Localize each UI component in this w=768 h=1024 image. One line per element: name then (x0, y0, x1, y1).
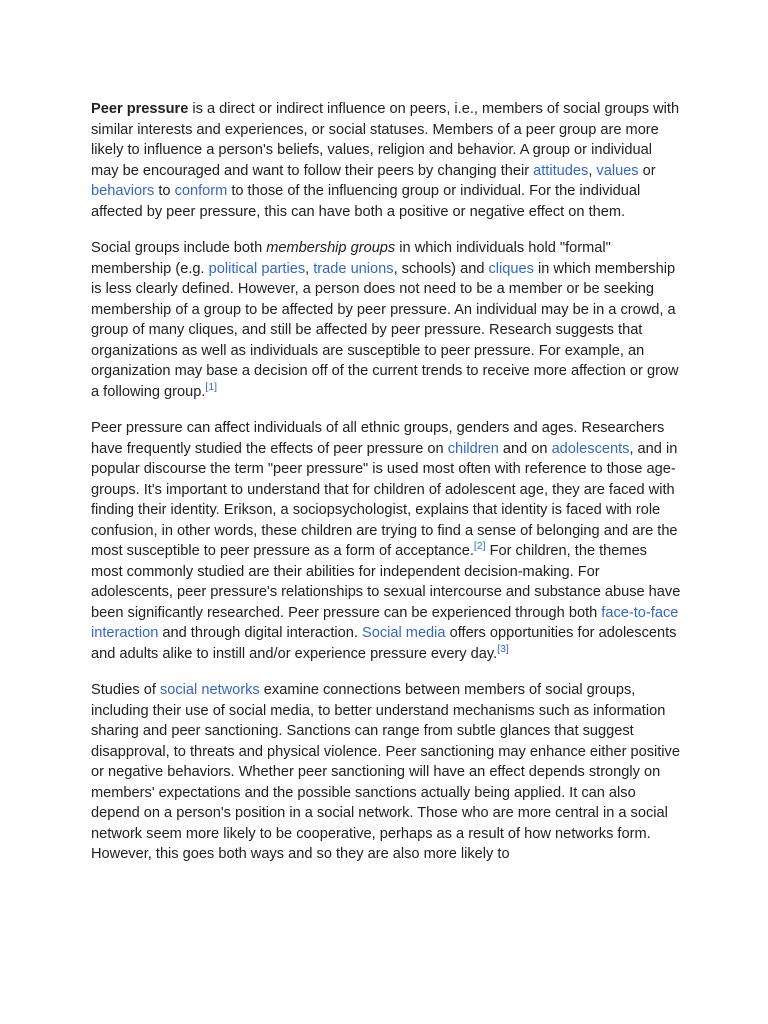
paragraph (91, 238, 681, 402)
article-link[interactable]: adolescents (551, 440, 630, 457)
text-run: examine connections between members of social groups, including their use of social media, to better understand mechanisms such as information sharing and peer sanctioning. Sanctions can range from subtle glances that suggest disapproval, to threats and physical violence. Peer sanctioning may enhance either positive or negative behaviors. Whether peer sanctioning will have an effect depends strongly on members' expectations and the possible sanctions actually being applied. It can also depend on a person's position in a social network. Those who are more central in a social network seem more likely to be cooperative, perhaps as a result of how networks form. However, this goes both ways and so they are also more likely to (91, 682, 680, 862)
article-link[interactable]: social networks (159, 682, 260, 698)
citation-link[interactable]: [3] (497, 642, 509, 655)
paragraph (91, 680, 681, 865)
paragraph (91, 418, 681, 664)
italic-term: membership groups (266, 240, 396, 256)
article-link[interactable]: political parties (208, 260, 306, 277)
article-link[interactable]: children (447, 440, 499, 457)
citation-ref[interactable] (497, 643, 509, 655)
text-run: , and in popular discourse the term "peer pressure" is used most often with reference to those age-groups. It's important to understand that for children of adolescent age, they are faced with finding their identity. Erikson, a sociopsychologist, explains that identity is faced with role confusion, in other words, these children are trying to find a sense of belonging and are the most susceptible to peer pressure as a form of acceptance. (91, 440, 678, 559)
text-run: or (638, 162, 656, 179)
text-run: Studies of (91, 682, 160, 698)
text-run: , (588, 162, 597, 179)
text-run: and on (498, 440, 552, 457)
text-run: in which membership is less clearly defined. However, a person does not need to be a member or be seeking membership of a group to be affected by peer pressure. An individual may be in a crowd, a group of many cliques, and still be affected by peer pressure. Research suggests that organizations as well as individuals are susceptible to peer pressure. For example, an organization may base a decision off of the current trends to receive more affection or grow a following group. (91, 260, 679, 400)
citation-link[interactable]: [2] (473, 540, 486, 553)
citation-ref[interactable] (474, 540, 486, 552)
citation-link[interactable]: [1] (205, 380, 218, 393)
bold-term: Peer pressure (91, 101, 189, 117)
text-run: offers opportunities for adolescents and adults alike to instill and/or experience pressure every day. (91, 625, 677, 662)
article-body (91, 99, 681, 881)
text-run: Peer pressure can affect individuals of all ethnic groups, genders and ages. Researchers have frequently studied the effects of peer pressure on (91, 420, 665, 457)
text-run: Social groups include both (91, 240, 267, 256)
text-run: is a direct or indirect influence on peers, i.e., members of social groups with similar interests and experiences, or social statuses. Members of a peer group are more likely to influence a person's beliefs, values, religion and behavior. A group or individual may be encouraged and want to follow their peers by changing their (91, 101, 680, 179)
text-run: , (305, 260, 314, 277)
paragraph (91, 99, 681, 222)
article-link[interactable]: conform (174, 183, 228, 199)
article-link[interactable]: face-to-face interaction (91, 604, 679, 641)
text-run: to those of the influencing group or individual. For the individual affected by peer pressure, this can have both a positive or negative effect on them. (91, 183, 641, 220)
article-link[interactable]: attitudes (533, 162, 589, 179)
text-run: in which individuals hold "formal" membership (e.g. (91, 240, 611, 277)
text-run: and through digital interaction. (158, 625, 362, 641)
text-run: , schools) and (393, 260, 489, 277)
article-link[interactable]: Social media (361, 625, 446, 641)
text-run: For children, the themes most commonly studied are their abilities for independent decision-making. For adolescents, peer pressure's relationships to sexual intercourse and substance abuse have been significantly researched. Peer pressure can be experienced through both (91, 543, 681, 621)
article-link[interactable]: cliques (488, 260, 534, 277)
article-link[interactable]: behaviors (91, 183, 155, 199)
text-run: to (154, 183, 175, 199)
article-link[interactable]: values (596, 162, 639, 179)
citation-ref[interactable] (205, 381, 217, 393)
article-link[interactable]: trade unions (313, 260, 394, 277)
